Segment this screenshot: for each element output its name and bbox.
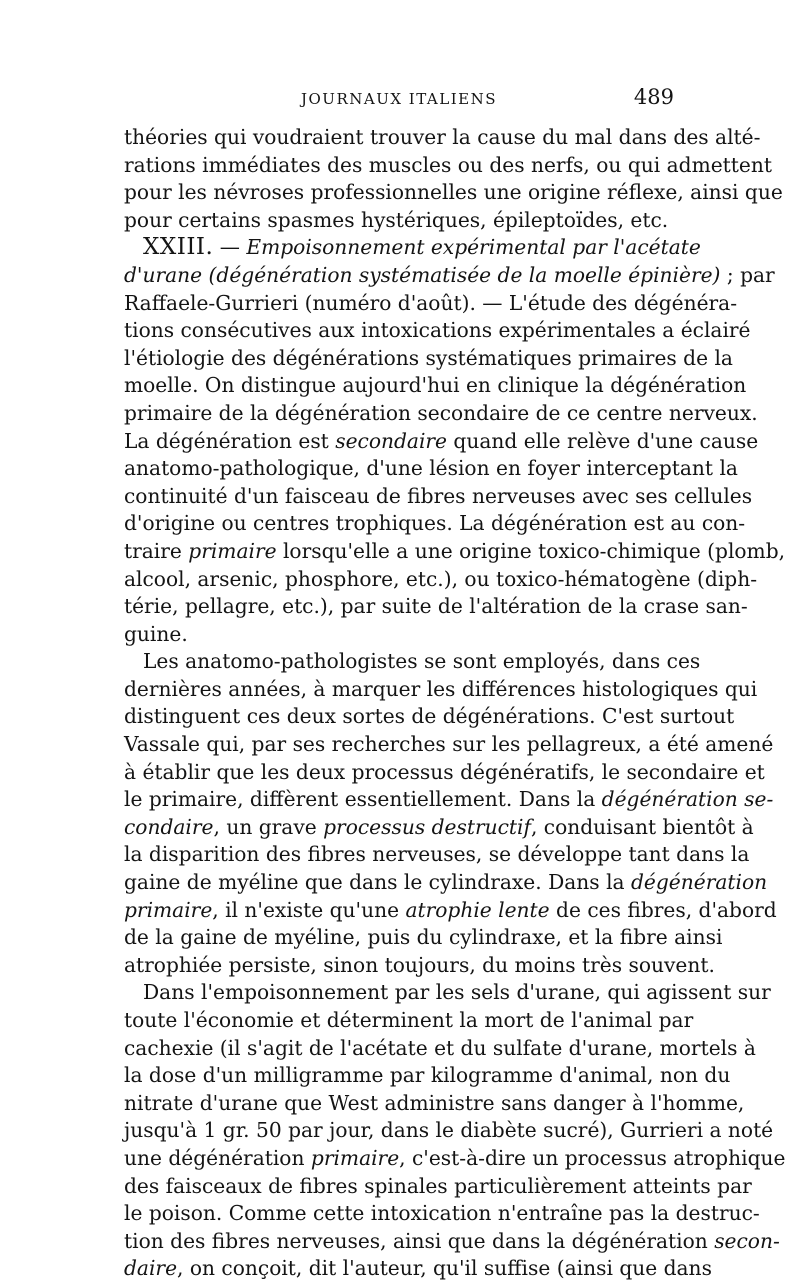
italic-text: Empoisonnement expérimental par l'acétate	[246, 235, 701, 260]
text-segment: —	[213, 235, 247, 260]
text-segment: ; par	[720, 262, 775, 287]
text-line	[124, 869, 768, 897]
text-segment: La dégénération est	[124, 428, 336, 453]
italic-text: secon-	[714, 1228, 780, 1253]
text-line	[124, 786, 774, 814]
paragraph	[124, 648, 777, 979]
text-line: guine.	[124, 621, 188, 646]
text-line: distinguent ces deux sortes de dégénérations. C'est surtout	[124, 704, 735, 729]
text-line	[124, 428, 759, 456]
running-head	[124, 85, 674, 109]
text-line: moelle. On distingue aujourd'hui en clinique la dégénération	[124, 373, 747, 398]
text-line: toute l'économie et déterminent la mort de l'animal par	[124, 1008, 694, 1032]
body-text	[124, 124, 786, 1283]
text-line: tions consécutives aux intoxications expérimentales a éclairé	[124, 318, 751, 343]
text-segment: lorsqu'elle a une origine toxico-chimique (plomb,	[276, 538, 786, 563]
text-line	[124, 897, 777, 925]
text-line: des faisceaux de fibres spinales particulièrement atteints par	[124, 1173, 752, 1198]
text-segment: , c'est-à-dire un processus atrophique	[399, 1145, 786, 1170]
text-line: rations immédiates des muscles ou des nerfs, ou qui admettent	[124, 152, 772, 177]
text-line	[124, 1228, 780, 1256]
italic-text: primaire	[310, 1145, 400, 1170]
text-line: Dans l'empoisonnement par les sels d'urane, qui agissent sur	[143, 980, 771, 1005]
text-line: atrophiée persiste, sinon toujours, du moins très souvent.	[124, 952, 715, 977]
text-segment: quand elle relève d'une cause	[447, 428, 759, 453]
section-number: XXIII.	[143, 234, 214, 261]
text-line: pour certains spasmes hystériques, épileptoïdes, etc.	[124, 207, 669, 232]
text-line	[124, 262, 775, 290]
italic-text: daire	[124, 1256, 178, 1281]
text-line: continuité d'un faisceau de fibres nerveuses avec ses cellules	[124, 483, 753, 508]
running-title: JOURNAUX ITALIENS	[301, 90, 497, 108]
italic-text: processus destructif	[323, 814, 531, 839]
text-line: nitrate d'urane que West administre sans danger à l'homme,	[124, 1090, 745, 1115]
paragraph	[124, 234, 775, 427]
text-line: de la gaine de myéline, puis du cylindraxe, et la fibre ainsi	[124, 925, 723, 950]
text-line: théories qui voudraient trouver la cause du mal dans des alté-	[124, 125, 761, 149]
italic-text: secondaire	[335, 428, 447, 453]
text-line: Vassale qui, par ses recherches sur les pellagreux, a été amené	[124, 732, 774, 757]
text-line: d'origine ou centres trophiques. La dégénération est au con-	[124, 511, 746, 536]
paragraph	[124, 979, 786, 1283]
text-line: dernières années, à marquer les différences histologiques qui	[124, 676, 758, 701]
text-segment: traire	[124, 538, 189, 563]
italic-text: dégénération se-	[601, 787, 774, 812]
text-line: Les anatomo-pathologistes se sont employés, dans ces	[143, 649, 701, 674]
text-line: à établir que les deux processus dégénératifs, le secondaire et	[124, 759, 765, 784]
text-line	[124, 1145, 786, 1173]
text-line	[124, 1255, 712, 1283]
text-segment: gaine de myéline que dans le cylindraxe. Dans la	[124, 870, 631, 895]
text-line: la dose d'un milligramme par kilogramme d'animal, non du	[124, 1063, 731, 1088]
page-number: 489	[633, 85, 674, 109]
italic-text: atrophie lente	[405, 897, 550, 922]
text-line: l'étiologie des dégénérations systématiques primaires de la	[124, 345, 733, 370]
text-segment: de ces fibres, d'abord	[549, 897, 777, 922]
text-segment: , il n'existe qu'une	[212, 897, 406, 922]
text-segment: , un grave	[213, 814, 324, 839]
text-line: primaire de la dégénération secondaire de ce centre nerveux.	[124, 400, 758, 425]
text-line: pour les névroses professionnelles une origine réflexe, ainsi que	[124, 180, 783, 205]
italic-text: condaire	[124, 814, 214, 839]
text-line: Raffaele-Gurrieri (numéro d'août). — L'étude des dégénéra-	[124, 290, 738, 315]
italic-text: d'urane (dégénération systématisée de la moelle épinière)	[124, 262, 721, 287]
text-line: le poison. Comme cette intoxication n'entraîne pas la destruc-	[124, 1201, 760, 1226]
text-line: térie, pellagre, etc.), par suite de l'altération de la crase san-	[124, 594, 748, 619]
text-segment: , conduisant bientôt à	[530, 814, 754, 839]
text-line: jusqu'à 1 gr. 50 par jour, dans le diabète sucré), Gurrieri a noté	[124, 1118, 774, 1143]
text-line: alcool, arsenic, phosphore, etc.), ou toxico-hématogène (diph-	[124, 566, 758, 591]
italic-text: dégénération	[631, 870, 768, 895]
text-line	[124, 538, 786, 566]
paragraph	[124, 428, 786, 649]
text-segment: le primaire, diffèrent essentiellement. Dans la	[124, 787, 602, 812]
text-line	[124, 814, 754, 842]
text-segment: tion des fibres nerveuses, ainsi que dans la dégénération	[124, 1228, 715, 1253]
text-segment: une dégénération	[124, 1145, 311, 1170]
text-line: cachexie (il s'agit de l'acétate et du sulfate d'urane, mortels à	[124, 1035, 756, 1060]
paragraph	[124, 124, 783, 234]
text-segment: , on conçoit, dit l'auteur, qu'il suffise (ainsi que dans	[177, 1256, 712, 1281]
italic-text: primaire	[188, 538, 277, 563]
text-line	[124, 234, 701, 262]
italic-text: primaire	[124, 897, 213, 922]
text-line: anatomo-pathologique, d'une lésion en foyer interceptant la	[124, 456, 738, 481]
text-line: la disparition des fibres nerveuses, se développe tant dans la	[124, 842, 750, 867]
